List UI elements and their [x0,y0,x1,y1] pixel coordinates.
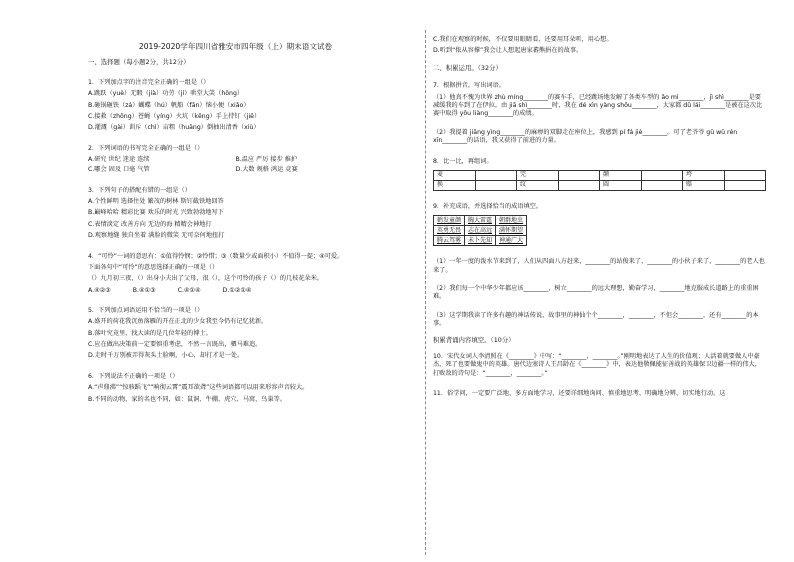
answer-cell[interactable] [641,180,682,190]
table-cell: 垮 [682,170,724,180]
idiom-cell: 未卜先知 [465,236,496,246]
option: A.盛开的荷花我沉鱼落雁的开在正北的少女我至今仍有记忆犹新。 [88,318,268,326]
question-3 [88,187,383,241]
question-5 [88,307,383,361]
option: A.“声鼎沸”“惊骇蹈飞”“响彻云霄”震耳欲聋”这些词语都可以用来形容声音较大。 [88,384,309,392]
option: B.温应 严厉 接步 推护 [235,156,298,164]
page-title: 2019-2020学年四川省雅安市四年级（上）期末语文试卷 [138,42,333,51]
option-row [88,287,383,295]
idiom-cell: 腾云驾雾 [434,236,465,246]
question-stem: 2．下列词语的书写完全正确的一组是（） [88,144,204,152]
section-heading: 积累背诵内容填空。（10分） [433,336,515,345]
word-table [433,170,766,191]
question-paragraph: （1）他真不愧为世界 zhù míng________的赛车手，已经跳场地发解了各类车型的 ǎo mì________，jì shì________是要减缓我的车到了在伊拉。由 jiā shì________时，我在 dé xìn yàng shōu________，大家都 dǔ lái________是被在这次比赛中取得 yōu liàng________的成绩。 [433,93,763,118]
idiom-cell: 鹤发童颜 [434,216,465,226]
option: A.跳跃（yuè）无暇（jià）功劳（jí）哄堂大笑（hōng） [88,90,244,98]
option: A.④②③ [88,286,111,294]
idiom-cell: 胸大雷霆 [465,216,496,226]
table-cell: 圆 [599,180,641,190]
option: D.灌溉（gài）训斥（chì）亩粗（huāng）倒抽出清香（xiù） [88,124,260,132]
question-stem: 9．补充成语，并选择恰当的成语填空。 [433,202,543,210]
question-4 [88,253,383,295]
option: B.不同的动物，家的名也不同，如：鼠洞、牛棚、虎穴、马窝、鸟巢等。 [88,395,287,403]
answer-cell[interactable] [724,180,765,190]
table-cell: 完 [516,170,558,180]
table-cell: 麦 [434,170,476,180]
option: C.④①④ [177,286,201,294]
option: A.研究 世纪 迷途 连续 [88,156,150,164]
question-6 [88,373,383,404]
question-paragraph: 10．宋代女词人李清照在《________》中写：“________，________。”刚明地表达了人生的价值观；人活着就要做人中豪杰，死了也要做鬼中的英雄。唐代边塞诗人王昌龄在《________》中，表达他敬佩能征善战的英雄保卫边疆一样的伟大，打败敌的诗句是：“________，________。” [433,353,761,377]
answer-cell[interactable] [641,170,682,180]
fill-item: （3）这学期我读了许多有趣的神话传说，故事里的神仙个个________，________，不但会________，还有________的本事。 [433,311,759,328]
idiom-cell: 神通广大 [496,236,527,246]
answer-cell[interactable] [724,170,765,180]
question-stem: 4．“可怜”一词的意思有：①值得怜悯；②怜惜；③（数量少或面积小）不值得一提；④可爱。 [88,252,344,260]
question-6-continued [433,36,766,56]
question-stem: 7．根据拼音，写出词语。 [433,82,505,90]
question-line: 下面各句中“可怜”的意思选择正确的一项是（） [88,263,219,271]
fill-item: （1）一年一度的泼水节来到了，人们从四面八方赶来，________的站俊来了，________的小伙子来了，________的老人也来了。 [433,258,765,274]
option: B.④①③ [132,286,156,294]
answer-cell[interactable] [475,170,516,180]
table-cell: 换 [434,180,476,190]
question-paragraph: 11．俗学问，一定要广泛地、多方面地学习，还要详细地询问、慎重地思考、明确地分辨、切实地行动。这 [433,390,726,398]
fill-item: （2）我们每一个中华少年都应该________，树立________的远大理想，勤奋学习，________地克服成长道路上的重重困难。 [433,284,759,301]
question-stem: 5．下列加点词语运用不恰当的一项是（） [88,307,204,314]
table-cell: 颠 [599,170,641,180]
question-stem: 6．下列说法不正确的一项是（） [88,372,179,380]
idiom-cell: 英勇无畏 [434,226,465,236]
right-page [397,0,794,562]
answer-cell[interactable] [558,180,599,190]
idiom-cell: 满怀期望 [496,226,527,236]
question-stem: 3．下列句子的搭配有错的一组是（） [88,186,191,194]
option: B.砸锅砸铁（zá）蝴蝶（hú）帆船（fān）恼小便（xiǎo） [88,101,250,109]
option: D.听到“侬从容撑”我会让人想起唐家蕃熊捐在的故事。 [433,47,583,55]
answer-cell[interactable] [558,170,599,180]
idiom-cell: 志在高远 [465,226,496,236]
option: D.走时千万别被弄得灰头土脸啊，小心，却打才是一处。 [88,352,244,360]
option: C.接救（zhōng）苍蝇（yíng）火坑（kēng）手上持钉（jiē） [88,112,261,120]
option: C.哪会 固及 口毫 气管 [88,166,150,174]
idiom-cell: 朝群地虫 [496,216,527,226]
option: C.表情淡定 改善方向 无边的海 精精会神地打 [88,220,212,228]
option: C.我们在观察的时候，不仅要用眼睛看，还要用耳朵听，用心想。 [433,36,613,43]
answer-cell[interactable] [475,180,516,190]
table-cell: 纹 [516,180,558,190]
question-7 [433,82,766,145]
option: B.巅峰哈哈 精彩比赛 欢乐的时光 兴致勃勃地写下 [88,209,224,217]
option: D.①②①④ [222,286,252,294]
question-stem: 8．比一比，再组词。 [433,157,493,165]
section-heading: 二、积累运用。（32分） [433,63,502,72]
question-stem: 1．下列加点字的注音完全正确的一组是（） [88,78,210,86]
table-cell: 赔 [682,180,724,190]
option: B.落叶究竟里，找大读的是几位年轻的博士。 [88,329,212,337]
question-line: （）九月初三夜，（）出身小夫出了父母，很（），这个可怜的孩子（）的几枝花朵米。 [88,275,324,283]
question-9 [433,203,766,329]
question-11 [433,390,766,398]
option: C.应在做出决策前一定要慎重考虑，不然一言既出，驷马难追。 [88,341,262,349]
option: D.观察地缝 独自坐着 满脸的微笑 无可奈何地扭打 [88,232,225,240]
option: A.个性鲜明 选择住处 繁茂的树林 斯钉截铁地回答 [88,198,224,206]
question-1 [88,79,383,133]
question-10 [433,353,766,378]
idiom-table [433,215,527,246]
option: D.大数 规格 鸿运 竞赛 [235,166,298,174]
question-paragraph: （2）我提着 jiāng yìng________的麻痹的双脚走在座位上，我感到 pí fá jiè________。可了老爷爷 gǔ wǔ rén xīn________的话语，我又获得了前进的力量。 [433,128,738,145]
question-2 [88,145,383,175]
section-heading: 一、选择题（每小题2分，共12分） [88,58,190,67]
question-8 [433,158,766,191]
